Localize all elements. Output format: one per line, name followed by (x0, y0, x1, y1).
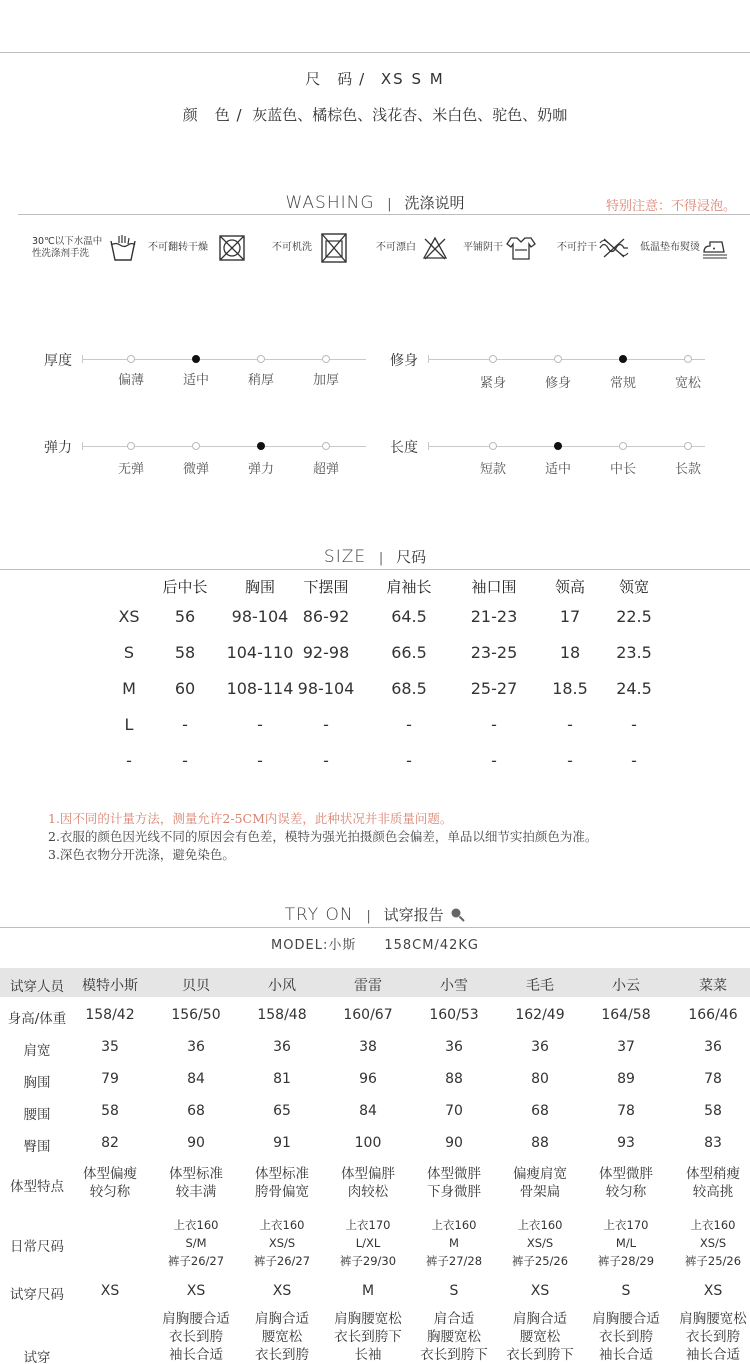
tryon-cell-name: 雷雷 (354, 978, 382, 994)
size-cell: 25-27 (470, 679, 518, 698)
tryon-cell-body (412, 1165, 496, 1201)
scale-tick (82, 355, 83, 363)
scale-option: 短款 (479, 462, 506, 477)
tryon-cell-hw: 160/53 (429, 1007, 479, 1023)
tryon-daily-line: 裤子26/27 (253, 1254, 311, 1268)
tryon-cell-hw: 156/50 (171, 1007, 221, 1023)
wash-item-no-wring (557, 228, 630, 268)
title-separator: | (378, 551, 384, 566)
tryon-cell-hip: 90 (445, 1135, 463, 1151)
scale-option: 长款 (674, 462, 701, 477)
tryon-cell-chest: 88 (445, 1071, 463, 1087)
scale-dot-selected (257, 442, 265, 450)
size-row-label: L (124, 715, 134, 734)
scale-dot-selected (192, 355, 200, 363)
tryon-cell-hip: 83 (704, 1135, 722, 1151)
size-column-header: 袖口围 (471, 578, 517, 596)
tryon-cell-feel (326, 1310, 410, 1364)
scale-dot (322, 442, 330, 450)
scale-tick (82, 442, 83, 450)
tryon-daily-line: 裤子25/26 (684, 1254, 742, 1268)
tryon-feel-line: 长袖 (354, 1347, 382, 1363)
tryon-row-label: 试穿尺码 (10, 1287, 64, 1303)
tryon-feel-line: 肩胸腰合适 (592, 1311, 660, 1327)
wash-item-no-bleach (376, 228, 448, 268)
tryon-daily-line: 裤子28/29 (597, 1254, 655, 1268)
wash-text-flat-dry: 平铺阴干 (463, 242, 503, 253)
tryon-cell-size: XS (272, 1283, 292, 1299)
tryon-feel-line: 袖长合适 (599, 1347, 653, 1363)
scale-dot (489, 355, 497, 363)
tryon-cell-waist: 78 (617, 1103, 635, 1119)
size-cell: 18.5 (552, 679, 588, 698)
size-column-header: 肩袖长 (386, 578, 432, 596)
hand-wash-icon (108, 233, 138, 263)
scale-dot (127, 355, 135, 363)
washing-divider (18, 214, 750, 215)
size-row-label: - (126, 751, 132, 770)
tryon-daily-line: M (449, 1236, 459, 1250)
scale-label: 长度 (390, 440, 418, 456)
scale-option: 微弹 (182, 462, 209, 477)
scale-option: 宽松 (674, 376, 701, 391)
no-wring-icon (598, 237, 630, 259)
size-info-value: XS S M (380, 70, 445, 88)
tryon-feel-line: 衣长到胯 (169, 1329, 223, 1345)
size-cell: 17 (559, 607, 581, 626)
size-cell: 86-92 (302, 607, 350, 626)
size-cell: 18 (559, 643, 581, 662)
size-column-header: 胸围 (244, 578, 275, 596)
scale-dot (684, 442, 692, 450)
scale-dot (257, 355, 265, 363)
size-cell: 104-110 (226, 643, 294, 662)
tryon-cell-chest: 81 (273, 1071, 291, 1087)
scale-option: 适中 (182, 373, 209, 388)
note-2: 2.衣服的颜色因光线不同的原因会有色差，模特为强光拍摄颜色会偏差，单品以细节实拍颜色为准。 (48, 829, 598, 844)
size-cell: - (257, 715, 263, 734)
tryon-feel-line: 衣长到胯下 (420, 1347, 488, 1363)
wash-item-hand-wash (32, 228, 138, 268)
tryon-row-label: 臀围 (23, 1139, 51, 1155)
size-cell: 98-104 (231, 607, 289, 626)
tryon-daily-line: S/M (185, 1236, 207, 1250)
size-info-label: 尺 码 / (305, 70, 366, 88)
tryon-body-line: 较高挑 (692, 1184, 734, 1200)
size-cell: - (323, 715, 329, 734)
color-info-label: 颜 色 / (182, 106, 243, 124)
tryon-daily-line: XS/S (268, 1236, 296, 1250)
size-cell: 56 (174, 607, 196, 626)
washing-title-en: WASHING (285, 193, 375, 213)
tryon-cell-body (68, 1165, 152, 1201)
tryon-row-label: 日常尺码 (10, 1239, 64, 1255)
tryon-row-label: 肩宽 (23, 1043, 51, 1059)
size-column-header: 后中长 (162, 578, 208, 596)
tryon-cell-chest: 78 (704, 1071, 722, 1087)
size-column-header: 领宽 (618, 578, 649, 596)
tryon-cell-hip: 100 (354, 1135, 382, 1151)
size-cell: 66.5 (391, 643, 427, 662)
tryon-body-line: 偏瘦肩宽 (513, 1166, 567, 1182)
tryon-body-line: 较匀称 (605, 1184, 647, 1200)
tryon-daily-line: 上衣160 (690, 1218, 736, 1232)
size-cell: - (406, 751, 412, 770)
size-info (0, 68, 750, 89)
wash-text-no-bleach: 不可漂白 (376, 242, 416, 253)
wash-text-no-machine-wash: 不可机洗 (272, 242, 312, 253)
wash-item-low-iron (640, 228, 728, 268)
size-cell: 92-98 (302, 643, 350, 662)
tryon-body-line: 骨架扁 (519, 1184, 561, 1200)
tryon-cell-hip: 82 (101, 1135, 119, 1151)
wash-item-no-tumble-dry (148, 228, 246, 268)
scale-line (428, 446, 705, 447)
tryon-cell-waist: 58 (704, 1103, 722, 1119)
wash-item-flat-dry (463, 228, 537, 268)
scale-label: 厚度 (44, 353, 72, 369)
scale-dot (554, 355, 562, 363)
tryon-daily-line: XS/S (526, 1236, 554, 1250)
tryon-cell-waist: 70 (445, 1103, 463, 1119)
tryon-cell-feel (412, 1310, 496, 1364)
tryon-cell-name: 小云 (612, 978, 640, 994)
tryon-cell-hw: 160/67 (343, 1007, 393, 1023)
size-divider (0, 569, 750, 570)
tryon-feel-line: 腰宽松 (261, 1329, 303, 1345)
size-cell: - (631, 751, 637, 770)
tryon-body-line: 胯骨偏宽 (255, 1184, 309, 1200)
scale-dot-selected (554, 442, 562, 450)
tryon-feel-line: 袖长合适 (686, 1347, 740, 1363)
tryon-cell-hw: 158/48 (257, 1007, 307, 1023)
tryon-row-label: 体型特点 (10, 1179, 64, 1195)
search-icon (450, 907, 465, 922)
scale-option: 修身 (544, 376, 571, 391)
scale-option: 弹力 (247, 462, 274, 477)
tryon-feel-line: 衣长到胯 (686, 1329, 740, 1345)
tryon-cell-daily (584, 1216, 668, 1270)
tryon-body-line: 较丰满 (175, 1184, 217, 1200)
tryon-cell-shoulder: 37 (617, 1039, 635, 1055)
tryon-cell-daily (498, 1216, 582, 1270)
tryon-daily-line: XS/S (699, 1236, 727, 1250)
tryon-cell-waist: 58 (101, 1103, 119, 1119)
tryon-cell-hip: 93 (617, 1135, 635, 1151)
top-divider (0, 52, 750, 53)
tryon-cell-name: 毛毛 (526, 978, 554, 994)
tryon-daily-line: 上衣170 (603, 1218, 649, 1232)
tryon-cell-body (584, 1165, 668, 1201)
tryon-feel-line: 肩胸合适 (513, 1311, 567, 1327)
note-1: 1.因不同的计量方法，测量允许2-5CM内误差，此种状况并非质量问题。 (48, 811, 453, 826)
tryon-daily-line: 裤子29/30 (339, 1254, 397, 1268)
scale-dot (489, 442, 497, 450)
scale-option: 中长 (609, 462, 636, 477)
scale-option: 偏薄 (117, 373, 144, 388)
scale-dot (684, 355, 692, 363)
scale-option: 无弹 (117, 462, 144, 477)
tryon-daily-line: 上衣160 (431, 1218, 477, 1232)
tryon-cell-body (240, 1165, 324, 1201)
tryon-cell-name: 菜菜 (699, 978, 727, 994)
tryon-cell-hw: 166/46 (688, 1007, 738, 1023)
scale-dot (192, 442, 200, 450)
tryon-cell-daily (412, 1216, 496, 1270)
tryon-feel-line: 肩胸腰宽松 (334, 1311, 402, 1327)
tryon-feel-line: 胸腰宽松 (427, 1329, 481, 1345)
wash-text-no-tumble-dry: 不可翻转干燥 (148, 242, 208, 253)
size-cell: 21-23 (470, 607, 518, 626)
tryon-cell-size: M (361, 1283, 375, 1299)
tryon-feel-line: 袖长合适 (169, 1347, 223, 1363)
scale-tick (428, 355, 429, 363)
tryon-cell-body (154, 1165, 238, 1201)
no-tumble-dry-icon (218, 234, 246, 262)
wash-text-low-iron: 低温垫布熨烫 (640, 242, 700, 253)
wash-text-hand-wash: 30℃以下水温中性洗涤剂手洗 (32, 236, 103, 259)
scale-option: 常规 (609, 376, 636, 391)
tryon-cell-hip: 90 (187, 1135, 205, 1151)
size-cell: - (567, 715, 573, 734)
flat-dry-icon (505, 234, 537, 262)
title-separator: | (366, 909, 371, 924)
tryon-cell-chest: 79 (101, 1071, 119, 1087)
tryon-row-label: 试穿人员 (10, 979, 64, 995)
washing-title-cn: 洗涤说明 (404, 194, 465, 212)
tryon-cell-chest: 84 (187, 1071, 205, 1087)
no-bleach-icon (422, 235, 448, 261)
tryon-cell-shoulder: 36 (531, 1039, 549, 1055)
tryon-divider (0, 927, 750, 928)
tryon-cell-hip: 91 (273, 1135, 291, 1151)
size-row-label: XS (118, 607, 140, 626)
scale-dot (322, 355, 330, 363)
tryon-feel-line: 衣长到胯下 (506, 1347, 574, 1363)
tryon-body-line: 体型偏瘦 (83, 1166, 137, 1182)
tryon-cell-shoulder: 36 (704, 1039, 722, 1055)
tryon-daily-line: 上衣160 (517, 1218, 563, 1232)
scale-option: 加厚 (312, 373, 339, 388)
tryon-body-line: 体型稍瘦 (686, 1166, 740, 1182)
scale-option: 超弹 (312, 462, 339, 477)
tryon-cell-shoulder: 35 (101, 1039, 119, 1055)
tryon-cell-daily (326, 1216, 410, 1270)
wash-item-no-machine-wash (272, 228, 348, 268)
wash-text-no-wring: 不可拧干 (557, 242, 597, 253)
tryon-daily-line: 上衣160 (173, 1218, 219, 1232)
size-cell: 23-25 (470, 643, 518, 662)
tryon-cell-hip: 88 (531, 1135, 549, 1151)
tryon-daily-line: 裤子26/27 (167, 1254, 225, 1268)
size-title (0, 546, 750, 567)
scale-label: 弹力 (44, 440, 72, 456)
scale-label: 修身 (390, 353, 418, 369)
tryon-daily-line: 裤子27/28 (425, 1254, 483, 1268)
tryon-row-label: 身高/体重 (7, 1011, 67, 1027)
tryon-cell-feel (240, 1310, 324, 1364)
size-cell: - (182, 715, 188, 734)
tryon-title (0, 904, 750, 925)
tryon-feel-line: 肩胸合适 (255, 1311, 309, 1327)
tryon-cell-size: XS (100, 1283, 120, 1299)
size-cell: - (406, 715, 412, 734)
size-cell: 98-104 (297, 679, 355, 698)
tryon-feel-line: 肩胸腰合适 (162, 1311, 230, 1327)
tryon-cell-name: 贝贝 (182, 978, 210, 994)
tryon-daily-line: 上衣160 (259, 1218, 305, 1232)
size-cell: - (567, 751, 573, 770)
tryon-cell-shoulder: 36 (187, 1039, 205, 1055)
tryon-cell-hw: 158/42 (85, 1007, 135, 1023)
tryon-cell-feel (671, 1310, 750, 1364)
tryon-cell-daily (154, 1216, 238, 1270)
tryon-cell-size: S (449, 1283, 459, 1299)
size-cell: 22.5 (616, 607, 652, 626)
tryon-body-line: 体型标准 (169, 1166, 223, 1182)
size-column-header: 下摆围 (303, 578, 349, 596)
tryon-cell-chest: 96 (359, 1071, 377, 1087)
tryon-body-line: 肉较松 (347, 1184, 389, 1200)
size-cell: 64.5 (391, 607, 427, 626)
scale-option: 适中 (544, 462, 571, 477)
tryon-feel-line: 腰宽松 (519, 1329, 561, 1345)
tryon-feel-line: 衣长到胯下 (334, 1329, 402, 1345)
tryon-cell-daily (671, 1216, 750, 1270)
size-row-label: M (122, 679, 136, 698)
tryon-cell-name: 模特小斯 (82, 978, 138, 994)
tryon-cell-size: XS (186, 1283, 206, 1299)
tryon-cell-shoulder: 36 (445, 1039, 463, 1055)
tryon-cell-waist: 68 (531, 1103, 549, 1119)
size-title-en: SIZE (323, 547, 367, 567)
tryon-cell-feel (584, 1310, 668, 1364)
scale-tick (428, 442, 429, 450)
tryon-title-cn: 试穿报告 (383, 906, 444, 924)
washing-warning: 特别注意：不得浸泡。 (605, 199, 736, 214)
scale-line (428, 359, 705, 360)
tryon-cell-body (326, 1165, 410, 1201)
scale-dot-selected (619, 355, 627, 363)
tryon-cell-name: 小风 (268, 978, 296, 994)
tryon-cell-body (671, 1165, 750, 1201)
tryon-feel-line: 肩合适 (433, 1311, 475, 1327)
note-3: 3.深色衣物分开洗涤，避免染色。 (48, 847, 235, 862)
tryon-cell-hw: 164/58 (601, 1007, 651, 1023)
tryon-cell-name: 小雪 (440, 978, 468, 994)
tryon-cell-chest: 89 (617, 1071, 635, 1087)
scale-option: 稍厚 (247, 373, 274, 388)
tryon-body-line: 下身微胖 (427, 1184, 481, 1200)
size-cell: - (257, 751, 263, 770)
size-cell: 58 (174, 643, 196, 662)
color-info-value: 灰蓝色、橘棕色、浅花杏、米白色、驼色、奶咖 (252, 106, 568, 124)
tryon-cell-size: S (621, 1283, 631, 1299)
size-cell: - (491, 715, 497, 734)
tryon-body-line: 较匀称 (89, 1184, 131, 1200)
tryon-row-label: 腰围 (23, 1107, 51, 1123)
size-title-cn: 尺码 (396, 548, 427, 566)
tryon-body-line: 体型标准 (255, 1166, 309, 1182)
color-info (0, 104, 750, 125)
tryon-cell-waist: 68 (187, 1103, 205, 1119)
tryon-cell-waist: 65 (273, 1103, 291, 1119)
tryon-cell-body (498, 1165, 582, 1201)
tryon-title-en: TRY ON (284, 905, 354, 925)
scale-dot (619, 442, 627, 450)
tryon-body-line: 体型微胖 (427, 1166, 481, 1182)
tryon-body-line: 体型微胖 (599, 1166, 653, 1182)
tryon-cell-shoulder: 36 (273, 1039, 291, 1055)
tryon-cell-size: XS (703, 1283, 723, 1299)
size-cell: 23.5 (616, 643, 652, 662)
tryon-daily-line: 裤子25/26 (511, 1254, 569, 1268)
tryon-feel-line: 衣长到胯 (599, 1329, 653, 1345)
scale-dot (127, 442, 135, 450)
tryon-row-label: 胸围 (23, 1075, 51, 1091)
tryon-cell-size: XS (530, 1283, 550, 1299)
tryon-feel-line: 肩胸腰宽松 (679, 1311, 747, 1327)
tryon-cell-feel (154, 1310, 238, 1364)
tryon-row-label: 试穿 (23, 1350, 51, 1364)
tryon-cell-waist: 84 (359, 1103, 377, 1119)
size-row-label: S (123, 643, 135, 662)
tryon-body-line: 体型偏胖 (341, 1166, 395, 1182)
tryon-daily-line: 上衣170 (345, 1218, 391, 1232)
model-info: MODEL:小斯 158CM/42KG (271, 938, 479, 953)
tryon-feel-line: 衣长到胯 (255, 1347, 309, 1363)
size-cell: 68.5 (391, 679, 427, 698)
size-cell: - (323, 751, 329, 770)
tryon-daily-line: M/L (615, 1236, 637, 1250)
size-cell: 60 (174, 679, 196, 698)
tryon-cell-hw: 162/49 (515, 1007, 565, 1023)
tryon-daily-line: L/XL (355, 1236, 381, 1250)
size-cell: 24.5 (616, 679, 652, 698)
size-cell: - (631, 715, 637, 734)
tryon-cell-feel (498, 1310, 582, 1364)
tryon-cell-shoulder: 38 (359, 1039, 377, 1055)
low-iron-icon (702, 236, 728, 260)
size-cell: 108-114 (226, 679, 294, 698)
size-cell: - (491, 751, 497, 770)
tryon-cell-daily (240, 1216, 324, 1270)
title-separator: | (387, 197, 392, 212)
size-cell: - (182, 751, 188, 770)
tryon-cell-chest: 80 (531, 1071, 549, 1087)
no-machine-wash-icon (320, 232, 348, 264)
size-column-header: 领高 (554, 578, 585, 596)
scale-option: 紧身 (479, 376, 506, 391)
